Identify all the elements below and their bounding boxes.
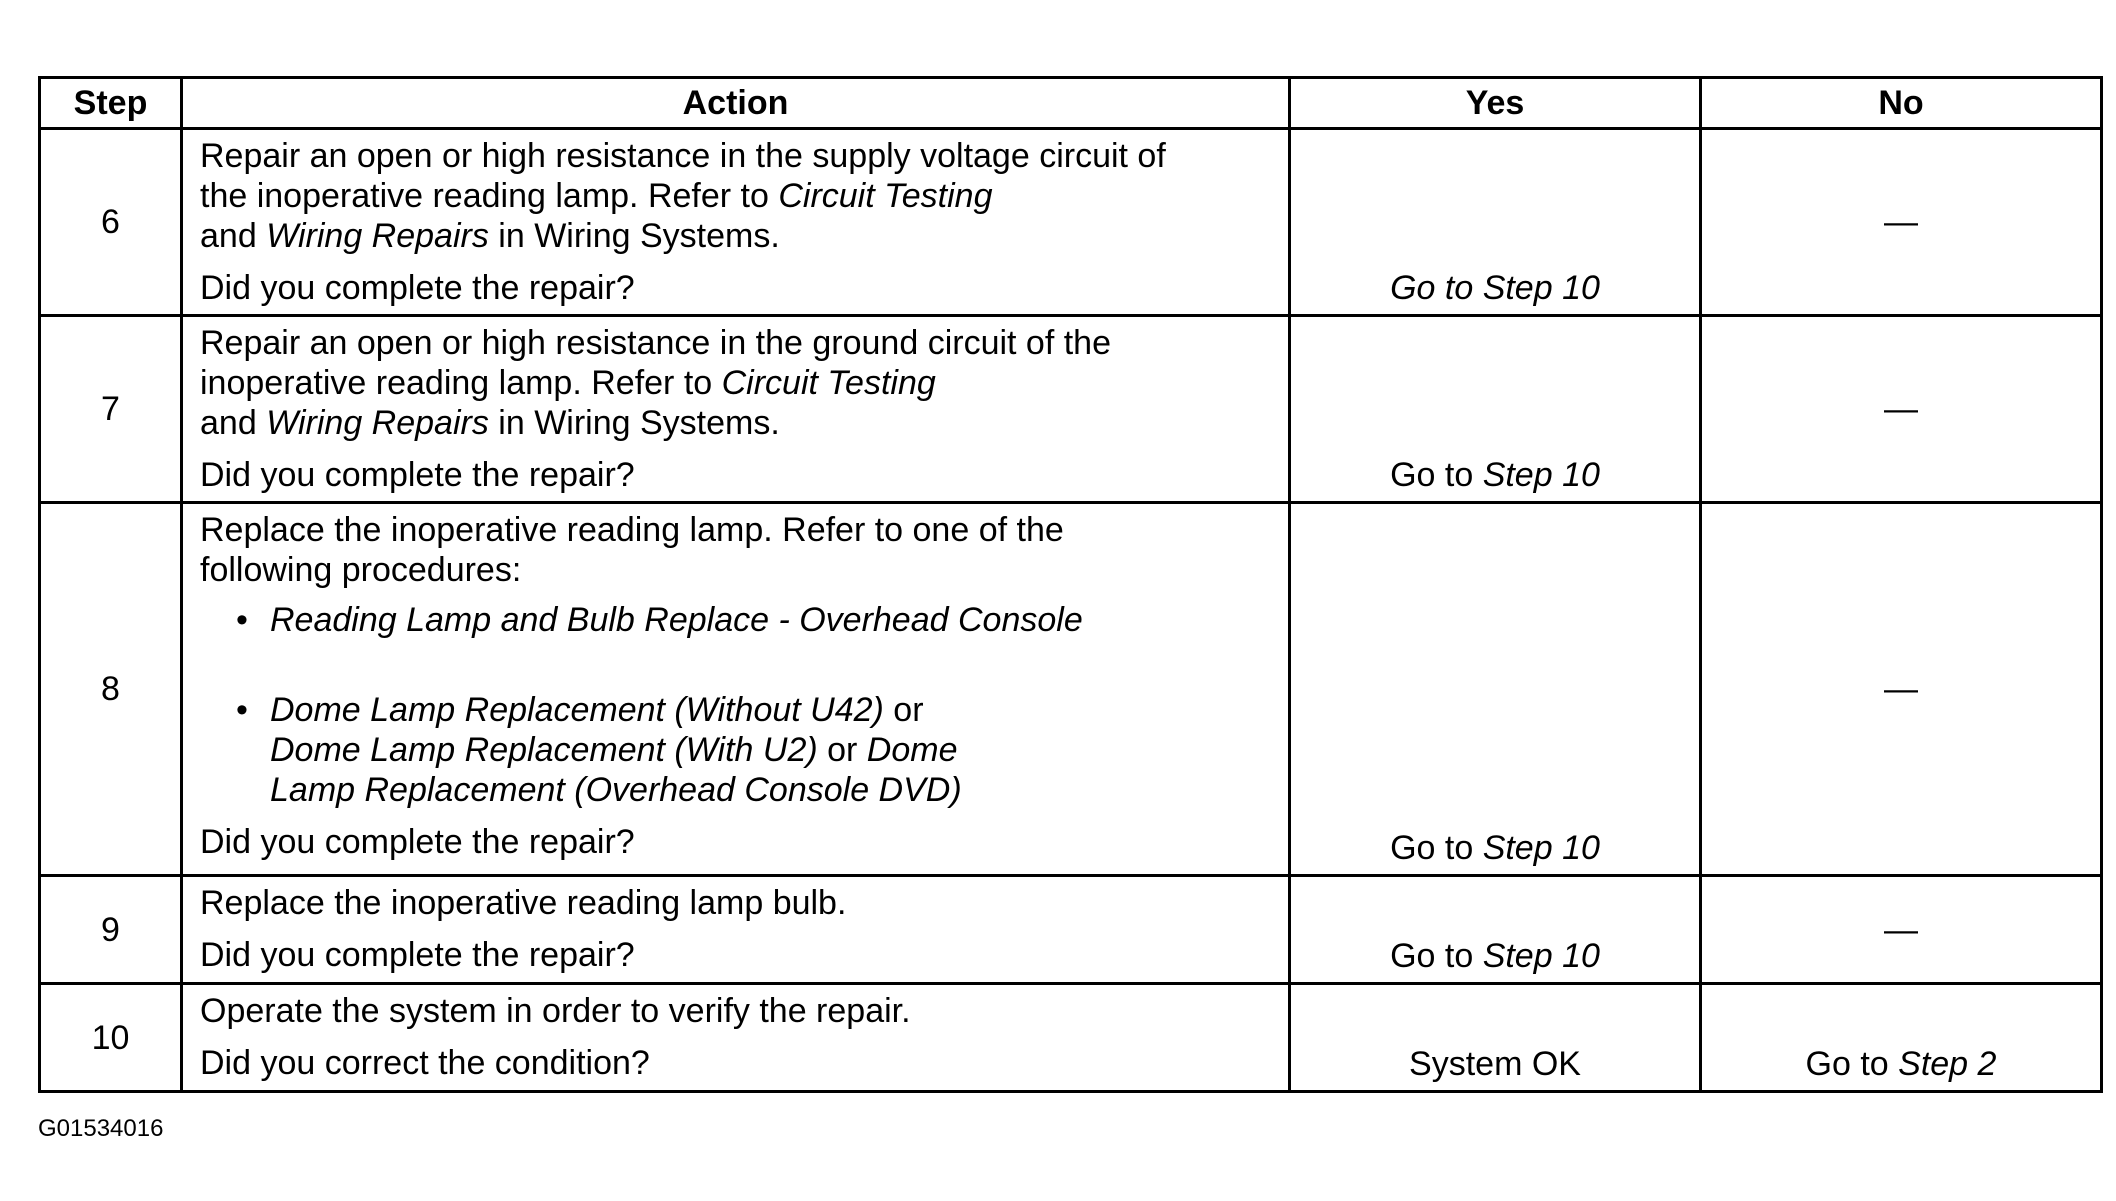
action-cell [182,984,1290,1092]
circuit-testing-link[interactable]: Circuit Testing [721,364,936,402]
action-cell [182,316,1290,503]
action-text: Repair an open or high resistance in the supply voltage circuit of the inoperative reading lamp. Refer to Circuit Testing and Wiring Repairs in Wiring Systems. [200,137,1166,255]
dome-lamp-dvd-link-part2[interactable]: Lamp Replacement (Overhead Console DVD) [270,771,962,809]
action-cell [182,129,1290,316]
step-number: 9 [40,876,182,984]
question-text: Did you complete the repair? [200,269,635,307]
action-cell [182,503,1290,876]
step-number: 8 [40,503,182,876]
no-cell: Go to Step 2 [1701,984,2102,1092]
yes-cell: Go to Step 10 [1290,129,1701,316]
question-text: Did you complete the repair? [200,823,635,861]
question-text: Did you complete the repair? [200,936,635,974]
list-item [200,600,1274,640]
procedure-list [200,600,1274,810]
action-text: Operate the system in order to verify the repair. [200,992,911,1030]
figure-id: G01534016 [38,1115,164,1142]
question-text: Did you correct the condition? [200,1044,650,1082]
go-to-step-link[interactable]: Step 2 [1898,1045,1997,1083]
yes-cell: System OK [1290,984,1701,1092]
dome-lamp-without-u42-link[interactable]: Dome Lamp Replacement (Without U42) [270,691,884,729]
step-number: 10 [40,984,182,1092]
go-to-step-link[interactable]: Step 10 [1482,829,1600,867]
header-yes: Yes [1290,78,1701,129]
header-action: Action [182,78,1290,129]
header-step: Step [40,78,182,129]
table-row [40,984,2102,1092]
action-text: Replace the inoperative reading lamp. Refer to one of the following procedures: [200,511,1064,589]
action-text: Repair an open or high resistance in the ground circuit of the inoperative reading lamp. Refer to Circuit Testing and Wiring Repairs in Wiring Systems. [200,324,1111,442]
table-row [40,129,2102,316]
dome-lamp-dvd-link-part1[interactable]: Dome [866,731,958,769]
header-row [40,78,2102,129]
question-text: Did you complete the repair? [200,456,635,494]
yes-cell: Go to Step 10 [1290,316,1701,503]
table-row [40,316,2102,503]
circuit-testing-link[interactable]: Circuit Testing [778,177,993,215]
yes-cell: Go to Step 10 [1290,876,1701,984]
wiring-repairs-link[interactable]: Wiring Repairs [266,217,489,255]
go-to-step-link[interactable]: Step 10 [1482,937,1600,975]
no-cell: — [1701,876,2102,984]
table-row [40,503,2102,876]
header-no: No [1701,78,2102,129]
wiring-repairs-link[interactable]: Wiring Repairs [266,404,489,442]
step-number: 7 [40,316,182,503]
go-to-step-link[interactable]: Step 10 [1482,269,1600,307]
no-cell: — [1701,129,2102,316]
diagnostic-table [38,76,2103,1093]
action-text: Replace the inoperative reading lamp bulb. [200,884,847,922]
go-to-step-link[interactable]: Step 10 [1482,456,1600,494]
no-cell: — [1701,316,2102,503]
step-number: 6 [40,129,182,316]
dome-lamp-with-u2-link[interactable]: Dome Lamp Replacement (With U2) [270,731,818,769]
list-item: • Dome Lamp Replacement (Without U42) or Dome Lamp Replacement (With U2) or Dome Lamp Replacement (Overhead Console DVD) [200,690,1274,810]
reading-lamp-bulb-replace-link[interactable]: Reading Lamp and Bulb Replace - Overhead Console [270,601,1083,639]
no-cell: — [1701,503,2102,876]
table-row [40,876,2102,984]
action-cell [182,876,1290,984]
yes-cell: Go to Step 10 [1290,503,1701,876]
